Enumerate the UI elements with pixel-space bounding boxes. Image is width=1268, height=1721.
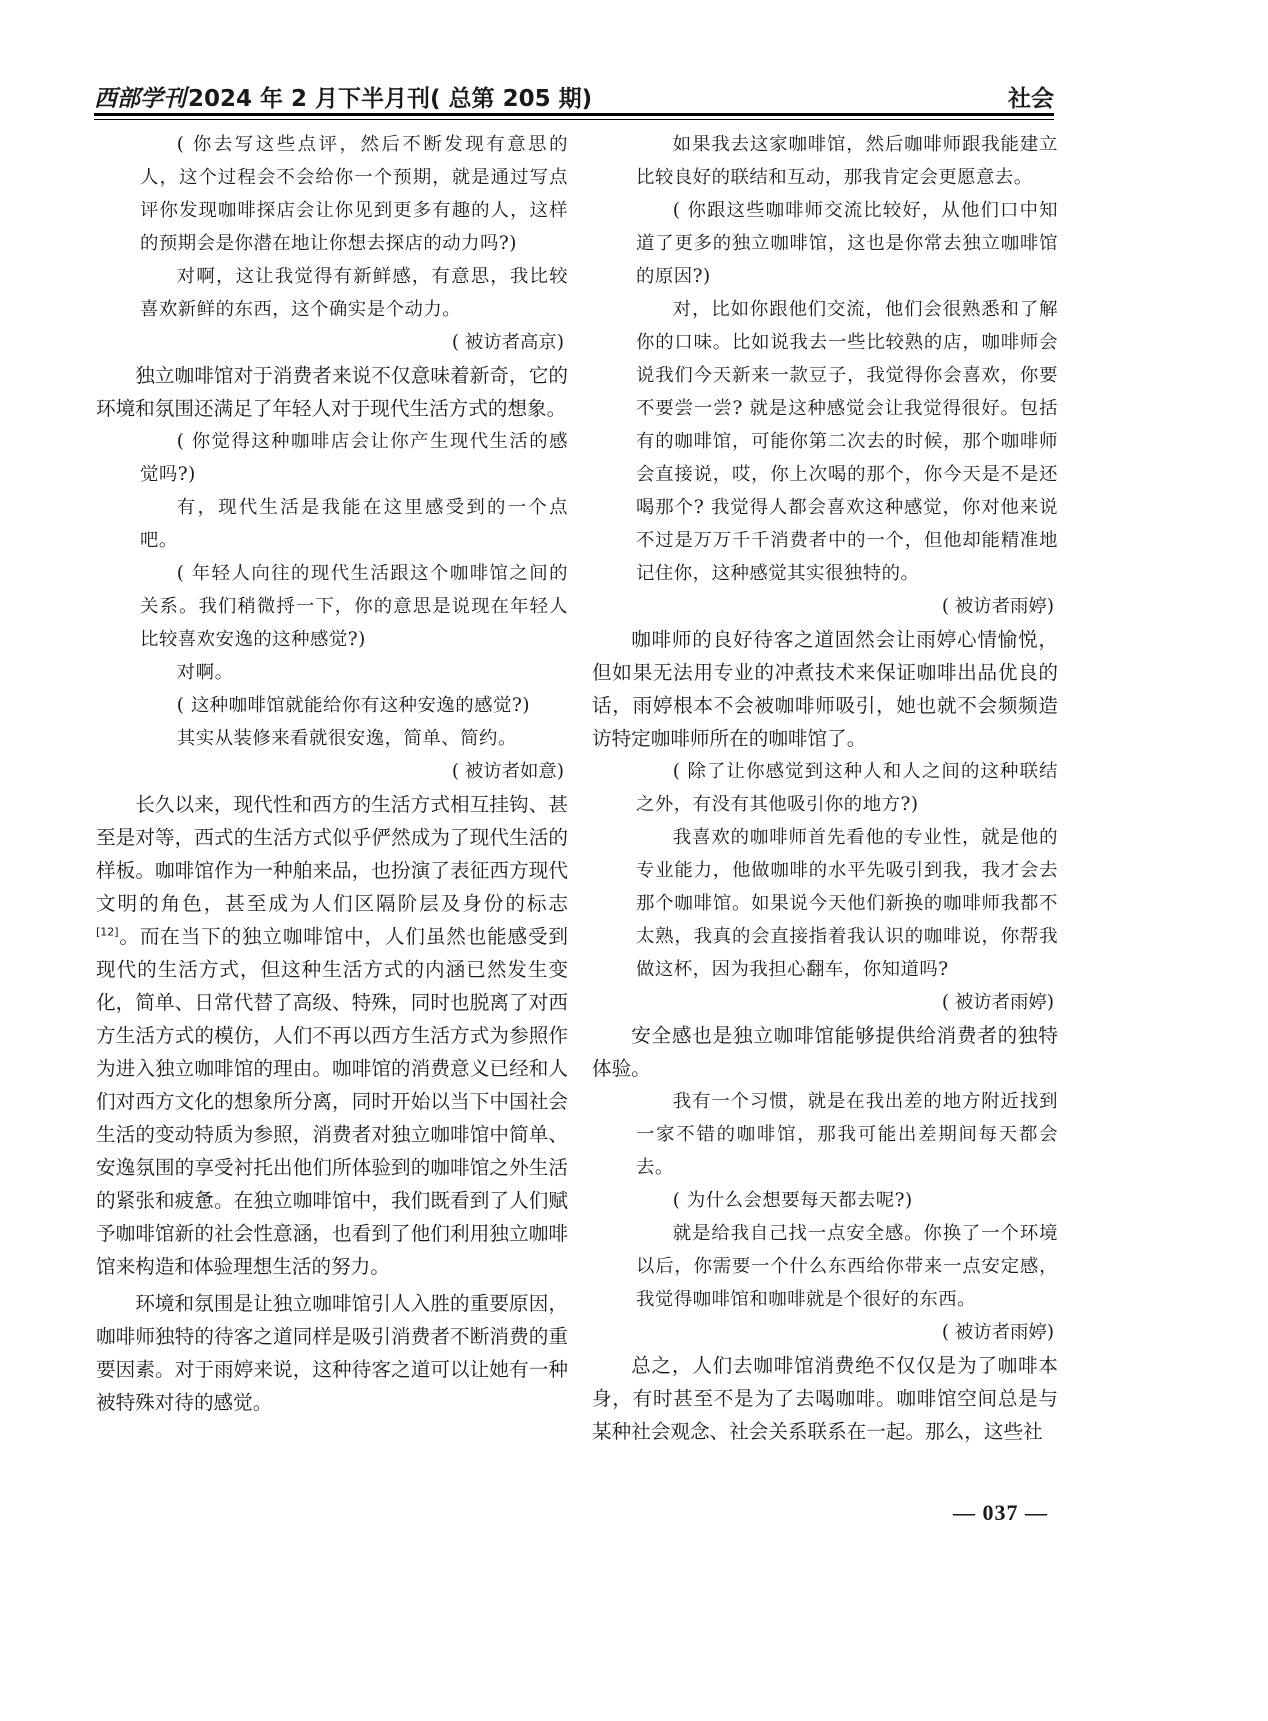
left-column	[96, 128, 568, 1419]
interview-quote: 我有一个习惯，就是在我出差的地方附近找到一家不错的咖啡馆，那我可能出差期间每天都会去。	[636, 1091, 1058, 1178]
interview-quote: 对，比如你跟他们交流，他们会很熟悉和了解你的口味。比如说我去一些比较熟的店，咖啡师会说我们今天新来一款豆子，我觉得你会喜欢，你要不要尝一尝? 就是这种感觉会让我觉得很好。包括有的咖啡馆，可能你第二次去的时候，那个咖啡师会直接说，哎，你上次喝的那个，你今天是不是还喝那个? 我觉得人都会喜欢这种感觉，你对他来说不过是万万千千消费者中的一个，但他却能精准地记住你，这种感觉其实很独特的。	[636, 299, 1058, 584]
page-number: — 037 —	[953, 1500, 1048, 1525]
interview-quote: ( 这种咖啡馆就能给你有这种安逸的感觉?)	[176, 695, 530, 716]
body-text: 长久以来，现代性和西方的生活方式相互挂钩、甚至是对等，西式的生活方式似乎俨然成为了现代生活的样板。咖啡馆作为一种舶来品，也扮演了表征西方现代文明的角色，甚至成为人们区隔阶层及身份的标志	[96, 793, 568, 915]
interviewee-attribution: ( 被访者高京)	[451, 332, 564, 353]
interview-quote: 如果我去这家咖啡馆，然后咖啡师跟我能建立比较良好的联结和互动，那我肯定会更愿意去。	[636, 134, 1058, 188]
body-paragraph: 安全感也是独立咖啡馆能够提供给消费者的独特体验。	[592, 1024, 1058, 1080]
body-paragraph: 独立咖啡馆对于消费者来说不仅意味着新奇，它的环境和氛围还满足了年轻人对于现代生活方式的想象。	[96, 364, 568, 420]
header-rule-thin	[94, 119, 1054, 120]
interview-quote: 就是给我自己找一点安全感。你换了一个环境以后，你需要一个什么东西给你带来一点安定感，我觉得咖啡馆和咖啡就是个很好的东西。	[636, 1223, 1058, 1310]
body-paragraph	[96, 788, 568, 1283]
journal-issue-line	[94, 80, 592, 113]
interview-quote: ( 你觉得这种咖啡店会让你产生现代生活的感觉吗?)	[140, 431, 568, 485]
interview-quote: ( 你去写这些点评，然后不断发现有意思的人，这个过程会不会给你一个预期，就是通过写点评你发现咖啡探店会让你见到更多有趣的人，这样的预期会是你潜在地让你想去探店的动力吗?)	[140, 134, 568, 254]
interview-quote: 我喜欢的咖啡师首先看他的专业性，就是他的专业能力，他做咖啡的水平先吸引到我，我才会去那个咖啡馆。如果说今天他们新换的咖啡师我都不太熟，我真的会直接指着我认识的咖啡说，你帮我做这杯，因为我担心翻车，你知道吗?	[636, 827, 1058, 980]
journal-logo: 西部学刊	[94, 85, 186, 112]
header-rule	[94, 113, 1054, 116]
interview-quote: 对啊，这让我觉得有新鲜感，有意思，我比较喜欢新鲜的东西，这个确实是个动力。	[140, 266, 568, 320]
interview-quote: ( 年轻人向往的现代生活跟这个咖啡馆之间的关系。我们稍微捋一下，你的意思是说现在年轻人比较喜欢安逸的这种感觉?)	[140, 563, 568, 650]
interview-quote: 其实从装修来看就很安逸，简单、简约。	[176, 728, 517, 749]
body-paragraph: 总之，人们去咖啡馆消费绝不仅仅是为了咖啡本身，有时甚至不是为了去喝咖啡。咖啡馆空间总是与某种社会观念、社会关系联系在一起。那么，这些社	[592, 1354, 1058, 1443]
interviewee-attribution: ( 被访者雨婷)	[941, 596, 1054, 617]
right-column	[592, 128, 1058, 1448]
interviewee-attribution: ( 被访者雨婷)	[941, 992, 1054, 1013]
body-paragraph: 咖啡师的良好待客之道固然会让雨婷心情愉悦，但如果无法用专业的冲煮技术来保证咖啡出品优良的话，雨婷根本不会被咖啡师吸引，她也就不会频频造访特定咖啡师所在的咖啡馆了。	[592, 628, 1058, 750]
interviewee-attribution: ( 被访者如意)	[451, 761, 564, 782]
citation-ref: [12]	[96, 925, 119, 939]
issue-text: 2024 年 2 月下半月刊( 总第 205 期)	[188, 86, 593, 112]
interview-quote: ( 为什么会想要每天都去呢?)	[672, 1190, 913, 1211]
body-text: 。而在当下的独立咖啡馆中，人们虽然也能感受到现代的生活方式，但这种生活方式的内涵已然发生变化，简单、日常代替了高级、特殊，同时也脱离了对西方生活方式的模仿，人们不再以西方生活方式为参照作为进入独立咖啡馆的理由。咖啡馆的消费意义已经和人们对西方文化的想象所分离，同时开始以当下中国社会生活的变动特质为参照，消费者对独立咖啡馆中简单、安逸氛围的享受衬托出他们所体验到的咖啡馆之外生活的紧张和疲惫。在独立咖啡馆中，我们既看到了人们赋予咖啡馆新的社会性意涵，也看到了他们利用独立咖啡馆来构造和体验理想生活的努力。	[96, 925, 568, 1278]
interviewee-attribution: ( 被访者雨婷)	[941, 1322, 1054, 1343]
section-name: 社会	[1008, 86, 1054, 112]
running-header	[94, 70, 1054, 114]
body-paragraph: 环境和氛围是让独立咖啡馆引人入胜的重要原因，咖啡师独特的待客之道同样是吸引消费者不断消费的重要因素。对于雨婷来说，这种待客之道可以让她有一种被特殊对待的感觉。	[96, 1292, 568, 1414]
interview-quote: ( 除了让你感觉到这种人和人之间的这种联结之外，有没有其他吸引你的地方?)	[636, 761, 1058, 815]
interview-quote: ( 你跟这些咖啡师交流比较好，从他们口中知道了更多的独立咖啡馆，这也是你常去独立咖啡馆的原因?)	[636, 200, 1058, 287]
interview-quote: 有，现代生活是我能在这里感受到的一个点吧。	[140, 497, 568, 551]
interview-quote: 对啊。	[176, 662, 234, 683]
